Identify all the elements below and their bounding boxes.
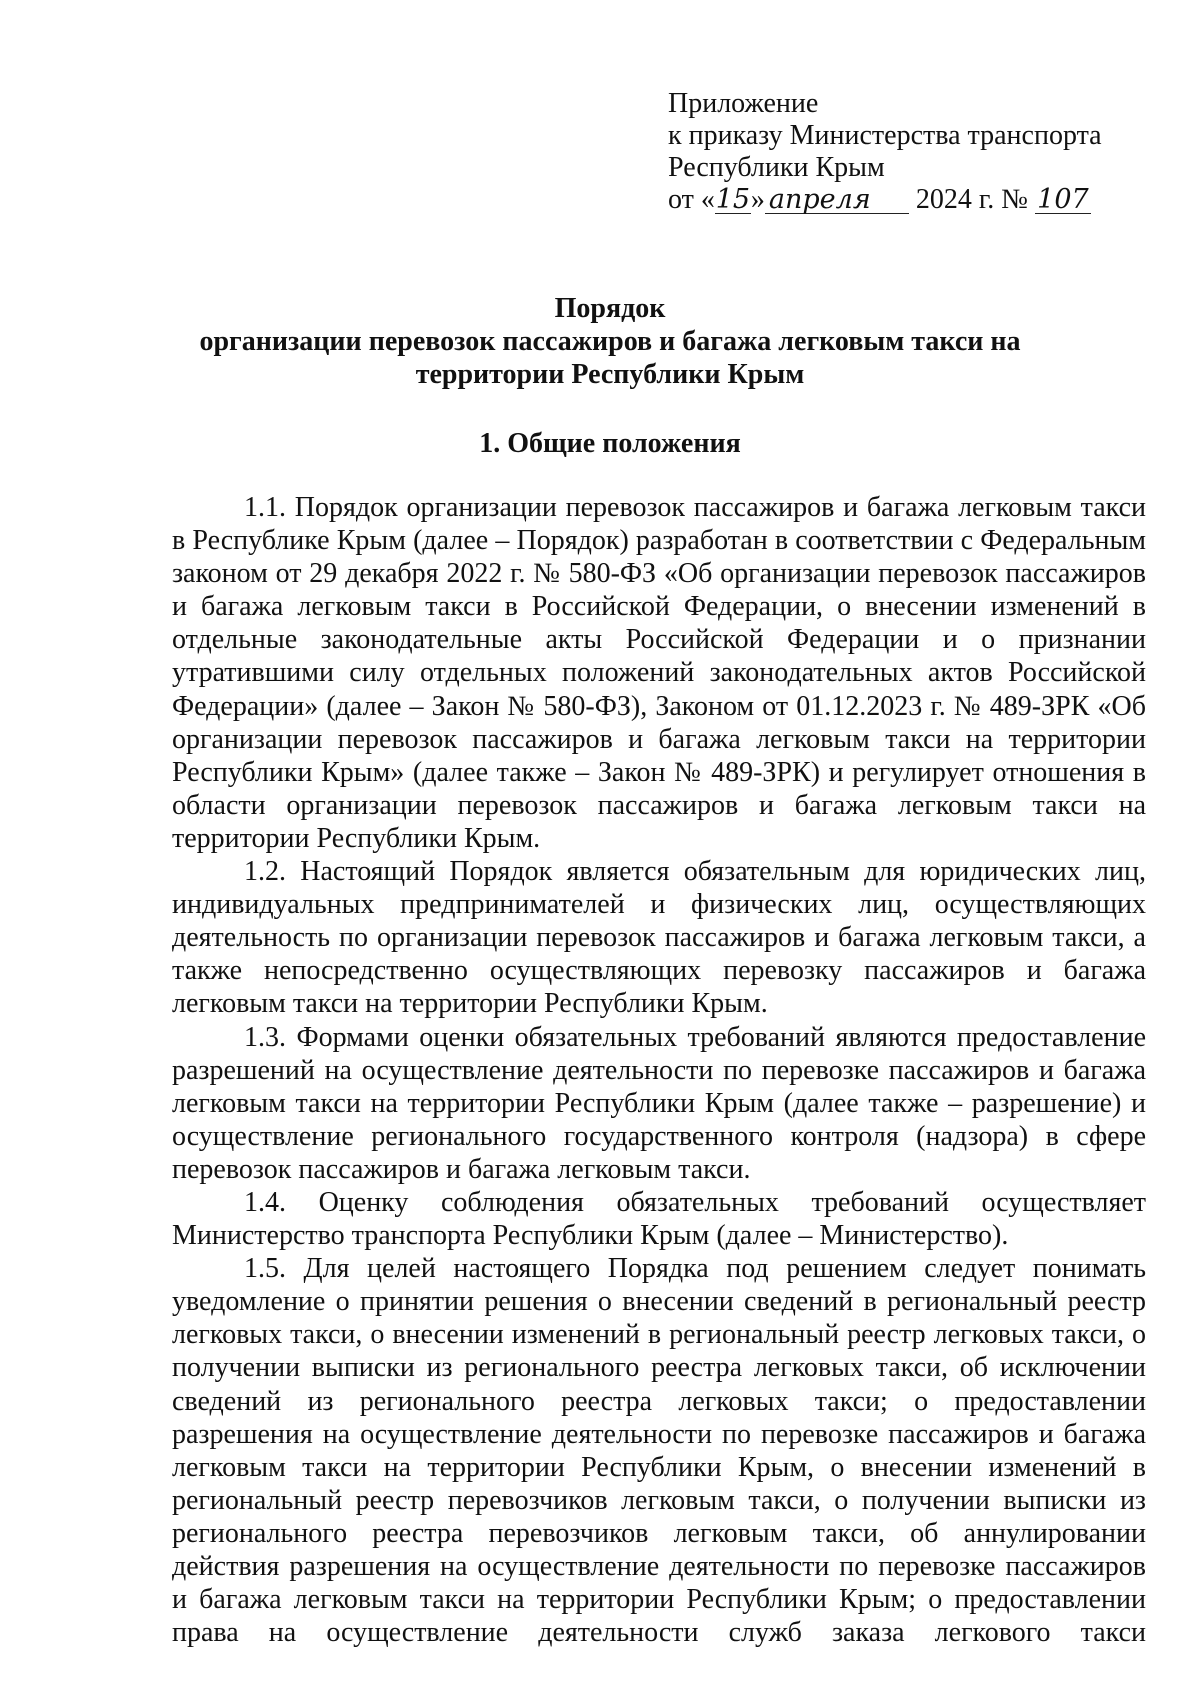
date-prefix: от « — [668, 184, 715, 215]
paragraph-1-1: 1.1. Порядок организации перевозок пассажиров и багажа легковым такси в Республике Крым (далее – Порядок) разработан в соответствии с Федеральным законом от 29 декабря 2022 г. № 580-ФЗ «Об организации перевозок пассажиров и багажа легковым такси в Российской Федерации, о внесении изменений в отдельные законодательные акты Российской Федерации и о признании утратившими силу отдельных положений законодательных актов Российской Федерации» (далее – Закон № 580-ФЗ), Законом от 01.12.2023 г. № 489-ЗРК «Об организации перевозок пассажиров и багажа легковым такси на территории Республики Крым» (далее также – Закон № 489-ЗРК) и регулирует отношения в области организации перевозок пассажиров и багажа легковым такси на территории Республики Крым. — [172, 492, 1146, 854]
title-line-1: Порядок — [554, 293, 666, 324]
title-line-2: организации перевозок пассажиров и багажа легковым такси на — [199, 326, 1021, 357]
title-line-3: территории Республики Крым — [415, 359, 805, 390]
date-year: 2024 г. № — [915, 184, 1028, 215]
handwritten-day: 15 — [715, 184, 751, 215]
annex-region: Республики Крым — [668, 152, 885, 183]
annex-block — [668, 88, 1138, 216]
paragraph-1-2: 1.2. Настоящий Порядок является обязательным для юридических лиц, индивидуальных предпринимателей и физических лиц, осуществляющих деятельность по организации перевозок пассажиров и багажа легковым такси, а также непосредственно осуществляющих перевозку пассажиров и багажа легковым такси на территории Республики Крым. — [172, 856, 1146, 1020]
handwritten-number: 107 — [1035, 187, 1091, 214]
date-mid: » — [750, 184, 765, 215]
paragraph-1-5: 1.5. Для целей настоящего Порядка под решением следует понимать уведомление о принятии решения о внесении сведений в региональный реестр легковых такси, о внесении изменений в региональный реестр легковых такси, о получении выписки из регионального реестра легковых такси, об исключении сведений из регионального реестра легковых такси; о предоставлении разрешения на осуществление деятельности по перевозке пассажиров и багажа легковым такси на территории Республики Крым, о внесении изменений в региональный реестр перевозчиков легковым такси, о получении выписки из регионального реестра перевозчиков легковым такси, об аннулировании действия разрешения на осуществление деятельности по перевозке пассажиров и багажа легковым такси на территории Республики Крым; о предоставлении права на осуществление деятельности служб заказа легкового такси — [172, 1253, 1146, 1649]
paragraph-1-3: 1.3. Формами оценки обязательных требований являются предоставление разрешений на осуществление деятельности по перевозке пассажиров и багажа легковым такси на территории Республики Крым (далее также – разрешение) и осуществление регионального государственного контроля (надзора) в сфере перевозок пассажиров и багажа легковым такси. — [172, 1021, 1146, 1185]
paragraph-1-4: 1.4. Оценку соблюдения обязательных требований осуществляет Министерство транспорта Республики Крым (далее – Министерство). — [172, 1186, 1146, 1252]
handwritten-month: апреля — [765, 187, 909, 214]
document-title — [170, 292, 1050, 391]
document-body — [172, 491, 1146, 1649]
section-heading: 1. Общие положения — [479, 428, 741, 459]
annex-date-line — [668, 184, 1138, 216]
annex-title: Приложение — [668, 88, 819, 119]
annex-order-ref: к приказу Министерства транспорта — [668, 120, 1102, 151]
